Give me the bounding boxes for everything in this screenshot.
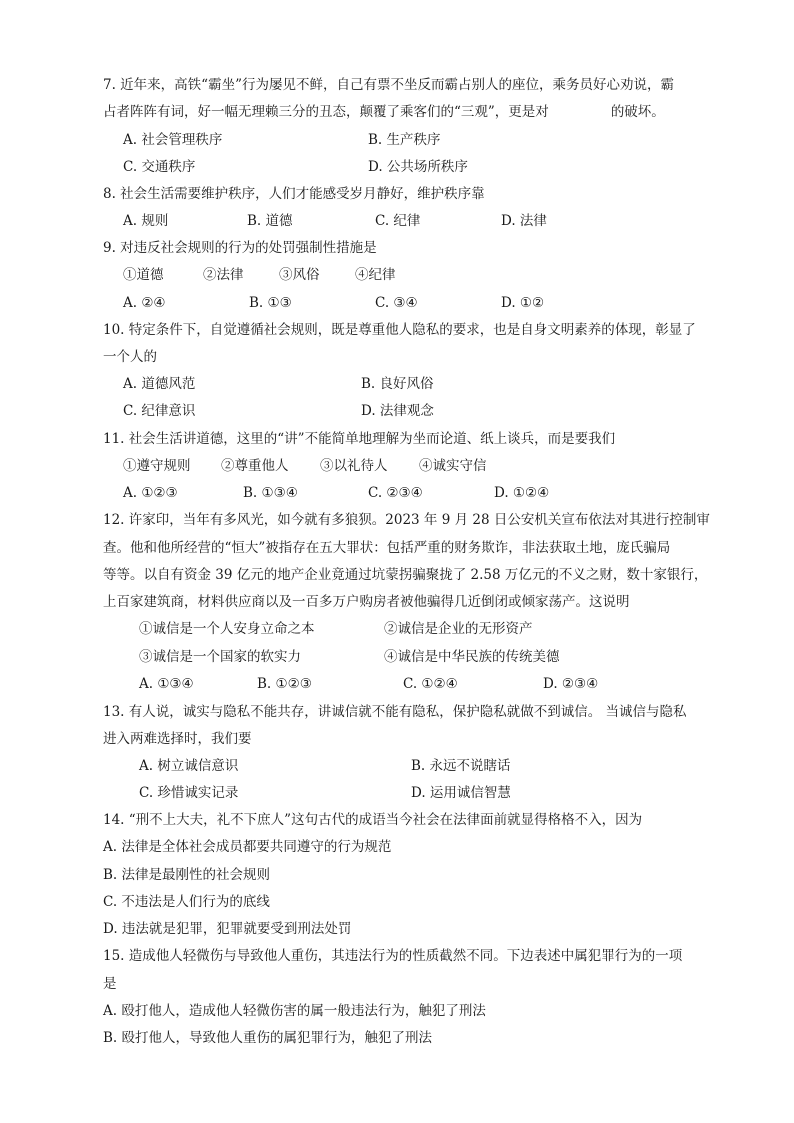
question-12-stem: 12. 许家印，当年有多风光，如今就有多狼狈。2023 年 9 月 28 日公安机关宣布依法对其进行控制审 [103,512,710,528]
question-11-option-d: D. ①②④ [494,485,550,501]
question-10-stem: 10. 特定条件下，自觉遵循社会规则，既是尊重他人隐私的要求，也是自身文明素养的体现，彰显了 [103,322,696,338]
question-12-item-2: ②诚信是企业的无形资产 [384,621,533,637]
question-9-option-a: A. ②④ [123,295,166,311]
question-11-option-a: A. ①②③ [123,485,178,501]
question-15-option-b: B. 殴打他人，导致他人重伤的属犯罪行为，触犯了刑法 [103,1030,433,1046]
question-7-stem-before-blank: 占者阵阵有词，好一幅无理赖三分的丑态，颠覆了乘客们的“三观”，更是对 [103,104,549,120]
question-11-item-2: ②尊重他人 [221,458,289,474]
question-13-option-b: B. 永远不说瞎话 [411,758,511,774]
question-8-stem: 8. 社会生活需要维护秩序，人们才能感受岁月静好，维护秩序靠 [103,186,485,202]
question-7-option-d: D. 公共场所秩序 [368,159,468,175]
question-9-option-c: C. ③④ [375,295,418,311]
question-10-option-c: C. 纪律意识 [123,403,196,419]
question-12-stem-line3: 等等。以自有资金 39 亿元的地产企业竟通过坑蒙拐骗聚拢了 2.58 万亿元的不义之财，数十家银行， [103,567,708,583]
question-7-option-a: A. 社会管理秩序 [123,132,223,148]
question-9-item-4: ④纪律 [355,267,396,283]
question-14-option-c: C. 不违法是人们行为的底线 [103,894,270,910]
question-8-option-a: A. 规则 [123,213,169,229]
question-9-item-2: ②法律 [203,267,244,283]
question-12-item-3: ③诚信是一个国家的软实力 [139,649,301,665]
question-13-stem-cont: 进入两难选择时，我们要 [103,731,252,747]
question-12-item-1: ①诚信是一个人安身立命之本 [139,621,315,637]
question-12-option-d: D. ②③④ [543,676,599,692]
question-14-option-d: D. 违法就是犯罪，犯罪就要受到刑法处罚 [103,921,352,937]
question-15-option-a: A. 殴打他人，造成他人轻微伤害的属一般违法行为，触犯了刑法 [103,1003,486,1019]
question-7-stem: 7. 近年来，高铁“霸坐”行为屡见不鲜，自己有票不坐反而霸占别人的座位，乘务员好心劝说，霸 [103,77,674,93]
question-9-stem: 9. 对违反社会规则的行为的处罚强制性措施是 [103,240,377,256]
question-9-item-3: ③风俗 [279,267,320,283]
question-7-option-c: C. 交通秩序 [123,159,196,175]
question-8-option-c: C. 纪律 [375,213,421,229]
question-11-item-3: ③以礼待人 [320,458,388,474]
question-10-option-d: D. 法律观念 [361,403,434,419]
question-15-stem-cont: 是 [103,976,117,992]
question-11-option-b: B. ①③④ [243,485,298,501]
question-14-option-a: A. 法律是全体社会成员都要共同遵守的行为规范 [103,839,392,855]
question-15-stem: 15. 造成他人轻微伤与导致他人重伤，其违法行为的性质截然不同。下边表述中属犯罪行为的一项 [103,948,683,964]
question-13-option-c: C. 珍惜诚实记录 [139,785,239,801]
question-14-stem: 14. “刑不上大夫，礼不下庶人”这句古代的成语当今社会在法律面前就显得格格不入，因为 [103,812,643,828]
question-7-stem-cont [103,103,665,121]
question-11-item-4: ④诚实守信 [419,458,487,474]
question-10-option-a: A. 道德风范 [123,376,196,392]
question-10-stem-cont: 一个人的 [103,349,157,365]
question-12-stem-line2: 查。他和他所经营的“恒大”被指存在五大罪状：包括严重的财务欺诈，非法获取土地，庞氏骗局 [103,540,671,556]
question-13-option-a: A. 树立诚信意识 [139,758,239,774]
question-13-option-d: D. 运用诚信智慧 [411,785,511,801]
question-10-option-b: B. 良好风俗 [361,376,434,392]
question-8-option-b: B. 道德 [247,213,293,229]
question-12-option-a: A. ①③④ [139,676,194,692]
question-12-stem-line4: 上百家建筑商，材料供应商以及一百多万户购房者被他骗得几近倒闭或倾家荡产。这说明 [103,594,630,610]
question-7-stem-after-blank: 的破坏。 [610,104,665,120]
question-14-option-b: B. 法律是最刚性的社会规则 [103,867,271,883]
question-12-option-c: C. ①②④ [403,676,458,692]
question-7-option-b: B. 生产秩序 [368,132,441,148]
question-12-item-4: ④诚信是中华民族的传统美德 [384,649,560,665]
question-13-stem: 13. 有人说，诚实与隐私不能共存，讲诚信就不能有隐私，保护隐私就做不到诚信。 当诚信与隐私 [103,704,687,720]
question-12-option-b: B. ①②③ [257,676,312,692]
question-9-option-d: D. ①② [501,295,545,311]
question-11-option-c: C. ②③④ [368,485,423,501]
question-11-item-1: ①遵守规则 [123,458,191,474]
question-8-option-d: D. 法律 [501,213,547,229]
question-9-item-1: ①道德 [123,267,164,283]
question-11-stem: 11. 社会生活讲道德，这里的“讲”不能简单地理解为坐而论道、纸上谈兵，而是要我们 [103,431,616,447]
question-9-option-b: B. ①③ [249,295,292,311]
